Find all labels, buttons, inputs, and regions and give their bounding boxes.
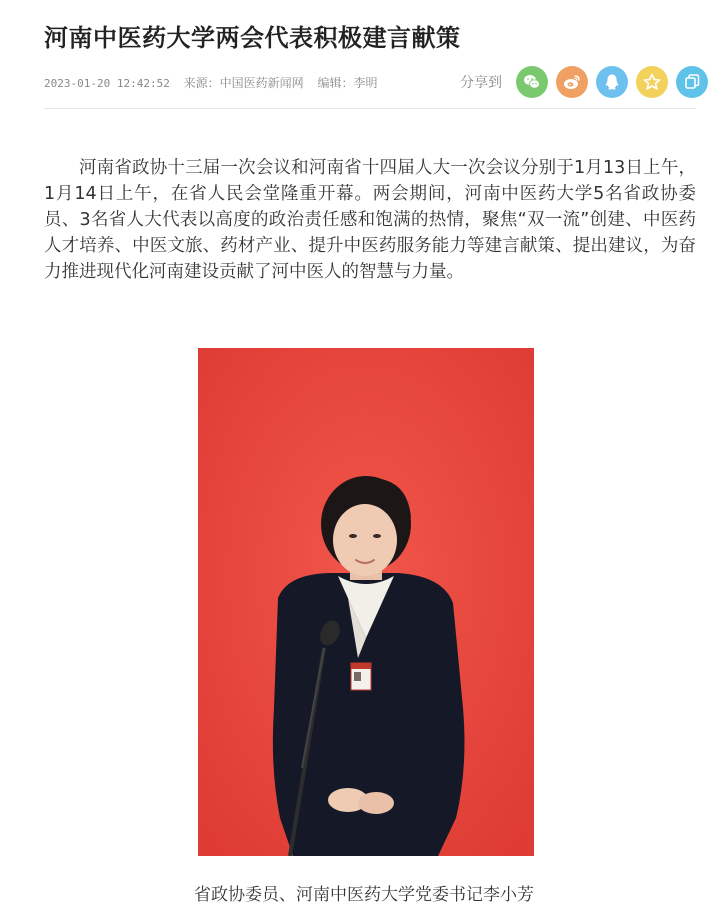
publish-time: 2023-01-20 12:42:52 <box>44 77 170 90</box>
qq-icon <box>602 72 622 92</box>
wechat-icon <box>522 72 542 92</box>
share-qzone-button[interactable] <box>636 66 668 98</box>
photo-caption: 省政协委员、河南中医药大学党委书记李小芳 <box>194 885 534 905</box>
share-wechat-button[interactable] <box>516 66 548 98</box>
share-copy-link-button[interactable] <box>676 66 708 98</box>
star-icon <box>642 72 662 92</box>
article-body: 河南省政协十三届一次会议和河南省十四届人大一次会议分别于1月13日上午，1月14日上午，在省人民会堂隆重开幕。两会期间，河南中医药大学5名省政协委员、3名省人大代表以高度的政治责任感和饱满的热情，聚焦“双一流”创建、中医药人才培养、中医文旅、药材产业、提升中医药服务能力等建言献策、提出建议，为奋力推进现代化河南建设贡献了河中医人的智慧与力量。 <box>44 158 696 282</box>
share-qq-button[interactable] <box>596 66 628 98</box>
article-source: 来源：中国医药新闻网 <box>183 76 304 90</box>
article-title: 河南中医药大学两会代表积极建言献策 <box>44 24 461 52</box>
share-bar <box>460 66 708 98</box>
weibo-icon <box>562 72 582 92</box>
header-divider <box>44 108 696 109</box>
article-photo <box>198 348 534 856</box>
share-label: 分享到 <box>460 75 502 91</box>
copy-link-icon <box>682 72 702 92</box>
article-editor: 编辑：李明 <box>317 76 378 90</box>
portrait-image <box>198 348 534 856</box>
article-meta <box>44 74 388 91</box>
share-weibo-button[interactable] <box>556 66 588 98</box>
